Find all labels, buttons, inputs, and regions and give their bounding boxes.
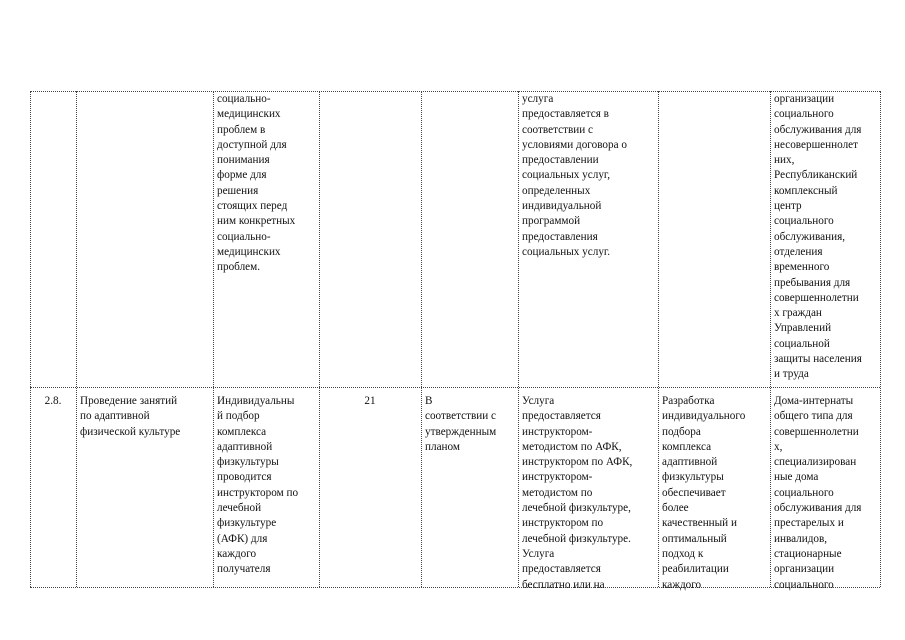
schedule-cell: В соответствии с утвержденным планом xyxy=(425,395,497,453)
service-content-cell: Индивидуальны й подбор комплекса адаптивной физкультуры проводится инструктором по лечебной физкультуре (АФК) для каждого получателя xyxy=(217,395,299,576)
column-border xyxy=(770,91,771,587)
column-border xyxy=(319,91,320,587)
column-border xyxy=(213,91,214,587)
column-border xyxy=(658,91,659,587)
column-border xyxy=(421,91,422,587)
table-top-border xyxy=(30,91,880,92)
provider-organizations-cell: Дома-интернаты общего типа для совершеннолетни х, специализирован ные дома социального обслуживания для престарелых и инвалидов, стационарные организации социального xyxy=(774,395,862,591)
provision-conditions-cell: Услуга предоставляется инструктором- методистом по АФК, инструктором по АФК, инструктором- методистом по лечебной физкультуре, инструктором по лечебной физкультуре. Услуга предоставляется бесплатно или на xyxy=(522,395,633,591)
column-border xyxy=(518,91,519,587)
services-table xyxy=(30,91,880,591)
provider-organizations-cell: организации социального обслуживания для несовершеннолет них, Республиканский комплексный центр социального обслуживания, отделения временного пребывания для совершеннолетни х граждан Управлений социальной защиты населения и труда xyxy=(774,93,862,381)
column-border xyxy=(30,91,31,587)
row-number: 2.8. xyxy=(44,395,62,407)
column-border xyxy=(76,91,77,587)
service-content-cell: социально- медицинских проблем в доступной для понимания форме для решения стоящих перед ним конкретных социально- медицинских проблем. xyxy=(217,93,296,274)
provision-conditions-cell: услуга предоставляется в соответствии с условиями договора о предоставлении социальных услуг, определенных индивидуальной программой предоставления социальных услуг. xyxy=(522,93,627,258)
column-border xyxy=(880,91,881,587)
quantity-cell: 21 xyxy=(364,395,376,407)
effectiveness-cell: Разработка индивидуального подбора комплекса адаптивной физкультуры обеспечивает более качественный и оптимальный подход к реабилитации каждого xyxy=(662,395,746,591)
service-name-cell: Проведение занятий по адаптивной физической культуре xyxy=(80,395,181,438)
row-divider xyxy=(30,387,880,388)
